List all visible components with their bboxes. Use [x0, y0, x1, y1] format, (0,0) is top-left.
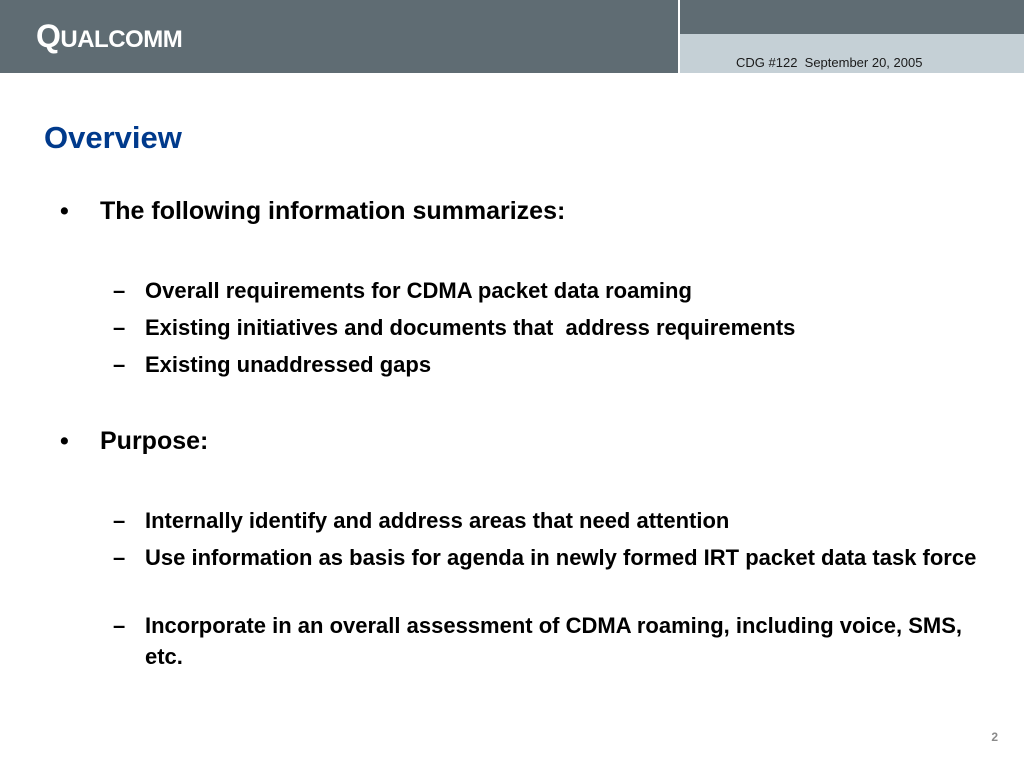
sub-bullet [113, 275, 995, 306]
dash-marker: – [113, 315, 126, 340]
dash-marker: – [113, 352, 126, 377]
sub-bullet [113, 542, 995, 573]
bullet-marker: • [60, 427, 69, 455]
dash-marker: – [113, 613, 126, 638]
sub-bullet [113, 505, 995, 536]
dash-marker: – [113, 545, 126, 570]
dash-marker: – [113, 508, 126, 533]
bullet-purpose [60, 426, 208, 456]
page-number: 2 [991, 730, 998, 744]
sub-bullet [113, 349, 995, 380]
header-caption: CDG #122 September 20, 2005 [736, 55, 923, 70]
sub-bullet-text: Incorporate in an overall assessment of CDMA roaming, including voice, SMS, etc. [145, 613, 963, 669]
dash-marker: – [113, 278, 126, 303]
sub-bullet-text: Internally identify and address areas that need attention [145, 508, 730, 533]
sub-bullet [113, 610, 995, 672]
sub-bullet-text: Existing initiatives and documents that address requirements [145, 315, 796, 340]
sub-bullet-text: Overall requirements for CDMA packet data roaming [145, 278, 692, 303]
sub-bullet-text: Use information as basis for agenda in newly formed IRT packet data task force [145, 545, 977, 570]
logo-rest: UALCOMM [60, 26, 183, 53]
bullet-summary [60, 196, 565, 226]
bullet-text: The following information summarizes: [100, 197, 566, 225]
header-band-right-top [680, 0, 1024, 34]
qualcomm-logo [36, 20, 182, 56]
bullet-text: Purpose: [100, 427, 209, 455]
sub-bullet-text: Existing unaddressed gaps [145, 352, 432, 377]
logo-initial: Q [36, 18, 61, 54]
sub-bullet [113, 312, 995, 343]
logo-text [36, 18, 182, 58]
bullet-marker: • [60, 197, 69, 225]
slide-title: Overview [44, 120, 182, 155]
